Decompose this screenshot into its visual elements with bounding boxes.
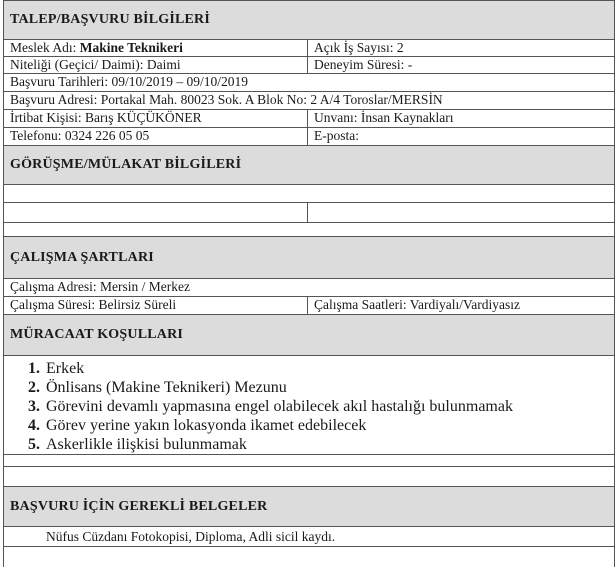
row-niteligi: [4, 57, 614, 74]
e-posta: E-posta:: [314, 128, 359, 143]
row-meslek: [4, 40, 614, 57]
basvuru-tarihleri: Başvuru Tarihleri: 09/10/2019 – 09/10/2019: [4, 74, 614, 92]
telefonu: Telefonu: 0324 226 05 05: [4, 128, 308, 145]
belgeler-spacer: [4, 547, 614, 567]
row-irtibat: [4, 110, 614, 128]
section-title-talep: TALEP/BAŞVURU BİLGİLERİ: [10, 12, 210, 27]
section-title-calisma: ÇALIŞMA ŞARTLARI: [10, 249, 154, 265]
section-title-belgeler: BAŞVURU İÇİN GEREKLİ BELGELER: [10, 498, 268, 514]
gorusme-spacer: [4, 223, 614, 236]
deneyim-suresi: Deneyim Süresi: -: [314, 57, 413, 72]
unvani: Unvanı: İnsan Kaynakları: [314, 110, 454, 125]
item-text: Görev yerine yakın lokasyonda ikamet edebilecek: [46, 417, 367, 434]
item-number: 4.: [28, 417, 40, 434]
muracaat-empty-row-2: [4, 467, 614, 487]
section-title-gorusme: GÖRÜŞME/MÜLAKAT BİLGİLERİ: [10, 157, 242, 172]
item-number: 3.: [28, 398, 40, 415]
row-calisma-suresi: [4, 297, 614, 315]
gorusme-empty-row-1: [4, 185, 614, 203]
muracaat-empty-row-1: [4, 454, 614, 467]
calisma-suresi: Çalışma Süresi: Belirsiz Süreli: [4, 297, 308, 314]
acik-is-sayisi: Açık İş Sayısı: 2: [314, 40, 404, 55]
gerekli-belgeler: Nüfus Cüzdanı Fotokopisi, Diploma, Adli sicil kaydı.: [4, 527, 614, 547]
list-item: [4, 378, 614, 397]
section-header-muracaat: [4, 315, 614, 356]
calisma-adresi: Çalışma Adresi: Mersin / Merkez: [4, 279, 614, 297]
section-header-talep: [4, 1, 614, 40]
meslek-cell: [4, 40, 308, 56]
job-posting-form: [3, 0, 615, 567]
basvuru-adresi: Başvuru Adresi: Portakal Mah. 80023 Sok. A Blok No: 2 A/4 Toroslar/MERSİN: [4, 92, 614, 110]
item-number: 2.: [28, 379, 40, 396]
gorusme-empty-right: [308, 203, 614, 222]
conditions-list: [4, 356, 614, 454]
list-item: [4, 397, 614, 416]
item-text: Askerlikle ilişkisi bulunmamak: [46, 436, 247, 453]
meslek-value: Makine Teknikeri: [79, 40, 183, 55]
gorusme-empty-left: [4, 203, 308, 222]
row-telefon: [4, 128, 614, 146]
item-text: Görevini devamlı yapmasına engel olabilecek akıl hastalığı bulunmamak: [46, 398, 513, 415]
item-text: Erkek: [46, 360, 85, 377]
meslek-label: Meslek Adı:: [10, 40, 80, 55]
section-header-gorusme: [4, 146, 614, 185]
list-item: [4, 435, 614, 454]
item-text: Önlisans (Makine Teknikeri) Mezunu: [46, 379, 287, 396]
list-item: [4, 416, 614, 435]
niteligi: Niteliği (Geçici/ Daimi): Daimi: [4, 57, 308, 73]
list-item: [4, 359, 614, 378]
item-number: 1.: [28, 360, 40, 377]
irtibat-kisisi: İrtibat Kişisi: Barış KÜÇÜKÖNER: [4, 110, 308, 127]
section-header-belgeler: [4, 487, 614, 527]
calisma-saatleri: Çalışma Saatleri: Vardiyalı/Vardiyasız: [314, 297, 520, 312]
section-header-calisma: [4, 236, 614, 279]
item-number: 5.: [28, 436, 40, 453]
section-title-muracaat: MÜRACAAT KOŞULLARI: [10, 327, 184, 342]
gorusme-empty-row-2: [4, 203, 614, 223]
